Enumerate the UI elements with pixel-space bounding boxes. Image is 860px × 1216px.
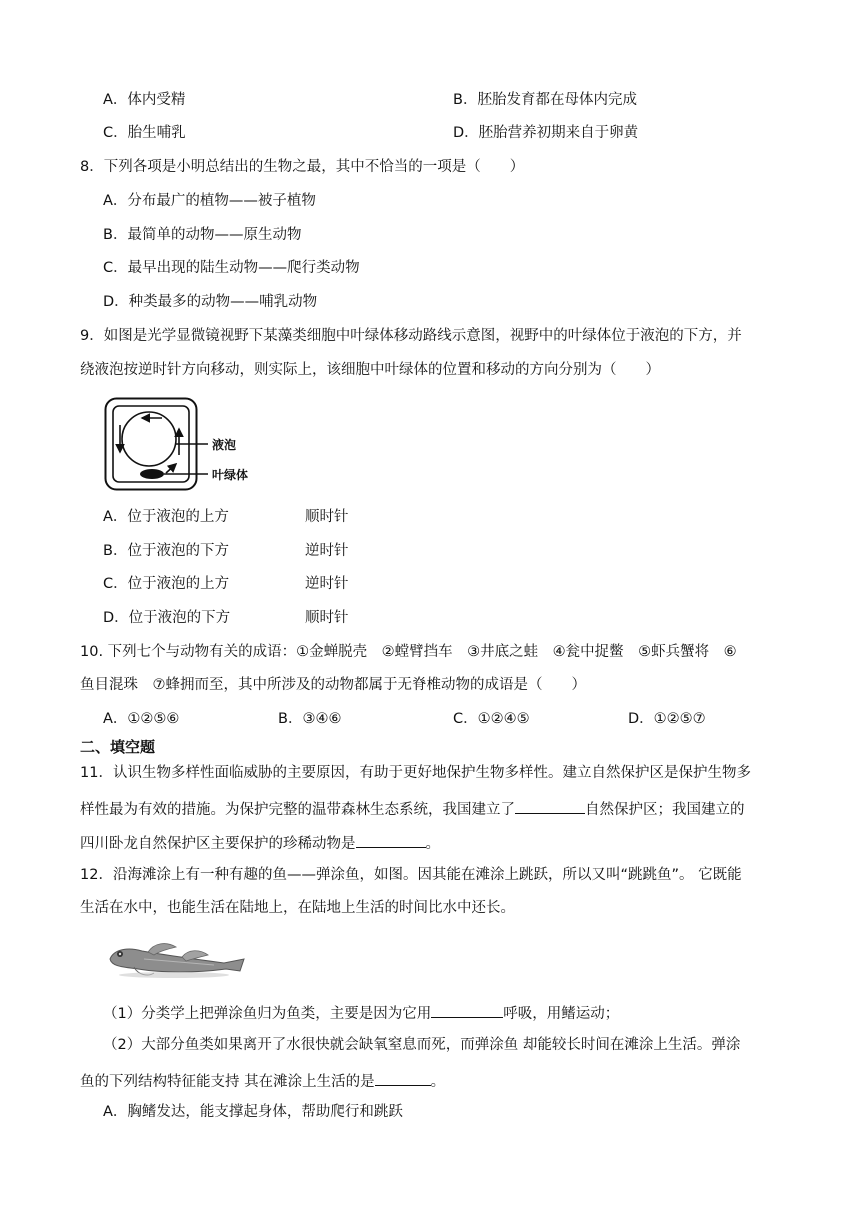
- q9-option-b-direction: 逆时针: [305, 543, 349, 559]
- q9-stem-line2: 绕液泡按逆时针方向移动，则实际上，该细胞中叶绿体的位置和移动的方向分别为（ ）: [80, 362, 660, 378]
- q11-line2-text: 样性最为有效的措施。为保护完整的温带森林生态系统，我国建立了: [80, 802, 515, 818]
- q7-option-c: C．胎生哺乳: [103, 125, 186, 141]
- mudskipper-image: [104, 937, 246, 981]
- q11-line3-text-after: 。: [425, 836, 440, 852]
- q11-line3: [80, 831, 440, 854]
- q12-sub1: [103, 1001, 619, 1024]
- q12-line2: 生活在水中，也能生活在陆地上，在陆地上生活的时间比水中还长。: [80, 900, 515, 916]
- q12-blank-1[interactable]: [431, 1001, 503, 1018]
- q10-option-b: B．③④⑥: [278, 711, 342, 727]
- q9-option-a-position: A．位于液泡的上方: [103, 509, 229, 525]
- q11-blank-2[interactable]: [356, 831, 426, 848]
- q8-stem: 8．下列各项是小明总结出的生物之最，其中不恰当的一项是（ ）: [80, 159, 525, 175]
- q8-option-d: D．种类最多的动物——哺乳动物: [103, 294, 318, 310]
- q12-line1: 12．沿海滩涂上有一种有趣的鱼——弹涂鱼，如图。因其能在滩涂上跳跃，所以又叫“跳跳鱼”。 它既能: [80, 867, 742, 883]
- chloroplast-shape: [140, 469, 164, 479]
- q9-option-d-position: D．位于液泡的下方: [103, 610, 231, 626]
- q11-line3-text: 四川卧龙自然保护区主要保护的珍稀动物是: [80, 836, 356, 852]
- vacuole-shape: [122, 412, 176, 466]
- mudskipper-fish-icon: [104, 937, 246, 981]
- label-chloroplast: 叶绿体: [212, 468, 249, 482]
- q8-option-c: C．最早出现的陆生动物——爬行类动物: [103, 260, 360, 276]
- q10-option-c: C．①②④⑤: [453, 711, 530, 727]
- q11-line2: [80, 797, 745, 820]
- q9-figure: [104, 397, 274, 492]
- q9-option-b-position: B．位于液泡的下方: [103, 543, 229, 559]
- q12-sub2-option-a: A．胸鳍发达，能支撑起身体，帮助爬行和跳跃: [103, 1104, 403, 1120]
- q12-sub2-line2-text: 鱼的下列结构特征能支持 其在滩涂上生活的是: [80, 1074, 375, 1090]
- section-title-fill-blank: 二、填空题: [80, 738, 156, 756]
- q12-sub2-line2: [80, 1069, 445, 1092]
- q7-option-b: B．胚胎发育都在母体内完成: [453, 92, 637, 108]
- q7-option-d: D．胚胎营养初期来自于卵黄: [453, 125, 639, 141]
- chloroplast-diagram: [104, 397, 274, 492]
- q12-sub2-line1: （2）大部分鱼类如果离开了水很快就会缺氧窒息而死，而弹涂鱼 却能较长时间在滩涂上生活。弹涂: [103, 1037, 741, 1053]
- q7-option-a: A．体内受精: [103, 92, 186, 108]
- q8-option-a: A．分布最广的植物——被子植物: [103, 193, 316, 209]
- q9-option-c-position: C．位于液泡的上方: [103, 576, 230, 592]
- q11-line1: 11．认识生物多样性面临威胁的主要原因，有助于更好地保护生物多样性。建立自然保护区是保护生物多: [80, 765, 751, 781]
- q10-option-a: A．①②⑤⑥: [103, 711, 180, 727]
- q9-option-d-direction: 顺时针: [305, 610, 349, 626]
- q11-blank-1[interactable]: [515, 797, 585, 814]
- q9-stem-line1: 9．如图是光学显微镜视野下某藻类细胞中叶绿体移动路线示意图，视野中的叶绿体位于液泡的下方，并: [80, 328, 742, 344]
- q9-option-c-direction: 逆时针: [305, 576, 349, 592]
- q12-sub2-line2-text-after: 。: [430, 1074, 446, 1090]
- q8-option-b: B．最简单的动物——原生动物: [103, 227, 302, 243]
- q10-stem-line1: 10. 下列七个与动物有关的成语：①金蝉脱壳 ②螳臂挡车 ③井底之蛙 ④瓮中捉鳖 ⑤虾兵蟹将 ⑥: [80, 644, 737, 660]
- q10-option-d: D．①②⑤⑦: [628, 711, 706, 727]
- q10-stem-line2: 鱼目混珠 ⑦蜂拥而至，其中所涉及的动物都属于无脊椎动物的成语是（ ）: [80, 677, 586, 693]
- q12-sub1-text-after: 呼吸，用鳍运动；: [503, 1006, 620, 1022]
- q9-option-a-direction: 顺时针: [305, 509, 349, 525]
- label-vacuole: 液泡: [212, 438, 237, 452]
- q11-line2-text-after: 自然保护区；我国建立的: [585, 802, 745, 818]
- q12-sub1-text: （1）分类学上把弹涂鱼归为鱼类，主要是因为它用: [103, 1006, 432, 1022]
- q12-blank-2[interactable]: [375, 1069, 431, 1086]
